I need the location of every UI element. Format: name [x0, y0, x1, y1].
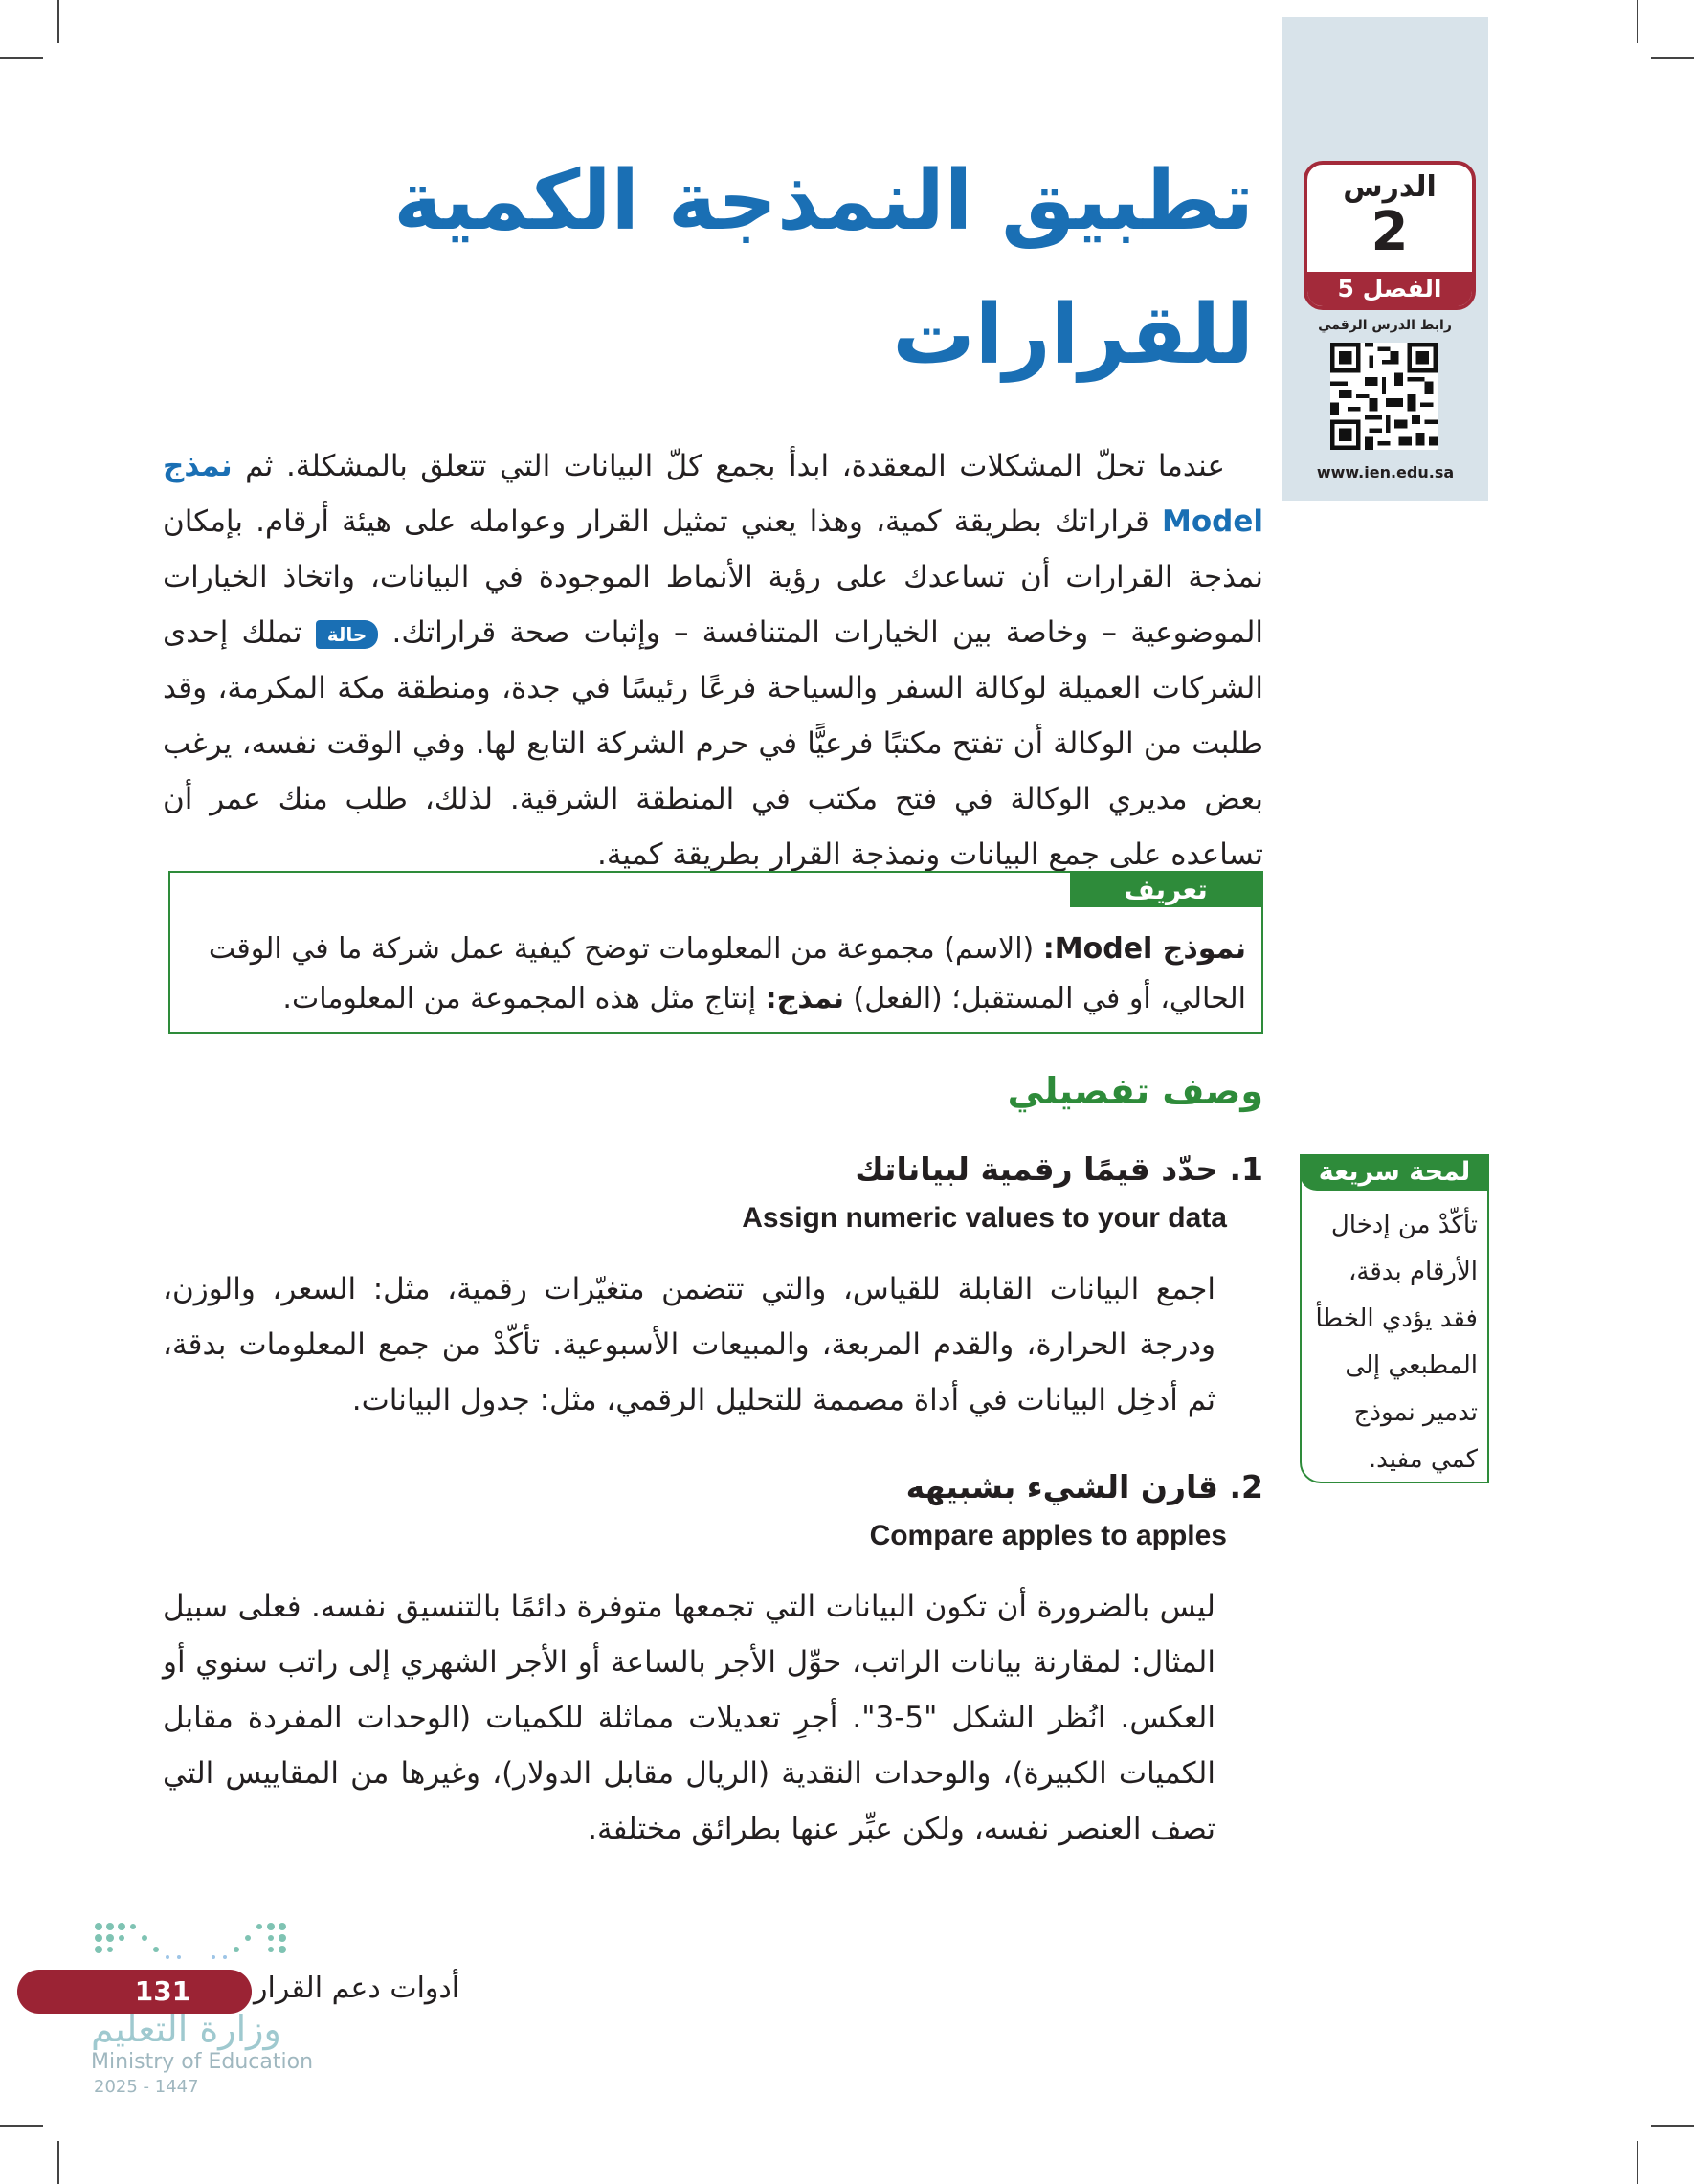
page-number: 131 — [134, 1975, 191, 2007]
definition-body: إنتاج مثل هذه المجموعة من المعلومات. — [282, 982, 766, 1015]
intro-paragraph — [163, 438, 1263, 882]
website-link[interactable]: www.ien.edu.sa — [1316, 463, 1455, 481]
crop-mark — [0, 57, 43, 59]
lesson-number: 2 — [1371, 201, 1409, 263]
definition-box — [168, 871, 1263, 1034]
qr-code-icon[interactable] — [1330, 343, 1438, 450]
crop-mark — [57, 0, 59, 43]
definition-term: نموذج Model: — [1042, 932, 1246, 966]
ministry-name-arabic: وزارة التعليم — [91, 2008, 281, 2050]
item-2-body: ليس بالضرورة أن تكون البيانات التي تجمعها متوفرة دائمًا بالتنسيق نفسه. فعلى سبيل المثال: لمقارنة بيانات الراتب، حوِّل الأجر بالساعة أو الأجر الشهري إلى راتب سنوي أو العكس. انُظر الشكل "5-3". أجرِ تعديلات مماثلة للكميات (الوحدات المفردة مقابل الكميات الكبيرة)، والوحدات النقدية (الريال مقابل الدولار)، وغيرها من المقاييس التي تصف العنصر نفسه، ولكن عبِّر عنها بطرائق مختلفة. — [163, 1590, 1215, 1846]
ministry-dots-logo — [91, 1919, 301, 1965]
item-1-body: اجمع البيانات القابلة للقياس، والتي تتضمن متغيّرات رقمية، مثل: السعر، والوزن، ودرجة الحرارة، والقدم المربعة، والمبيعات الأسبوعية. تأكّدْ من جمع المعلومات بدقة، ثم أدخِل البيانات في أداة مصممة للتحليل الرقمي، مثل: جدول البيانات. — [163, 1272, 1215, 1417]
lesson-badge — [1304, 161, 1476, 310]
item-1-title-english: Assign numeric values to your data — [742, 1202, 1227, 1234]
crop-mark — [0, 2125, 43, 2127]
item-2-title: 2. قارن الشيء بشبيهه — [905, 1468, 1263, 1505]
definition-text — [184, 925, 1246, 1024]
book-title: أدوات دعم القرار — [254, 1972, 460, 2005]
quick-tip-heading: لمحة سريعة — [1300, 1154, 1489, 1191]
lesson-title-line1: تطبيق النمذجة الكمية — [393, 153, 1254, 249]
crop-mark — [1651, 57, 1694, 59]
case-tag: حالة — [316, 620, 379, 649]
intro-text: قراراتك بطريقة كمية، وهذا يعني تمثيل القرار وعوامله على هيئة أرقام. بإمكان نمذجة القرارات أن تساعدك على رؤية الأنماط الموجودة في البيانات، واتخاذ الخيارات الموضوعية – وخاصة بين الخيارات المتنافسة – وإثبات صحة قراراتك. — [163, 504, 1264, 650]
chapter-label: الفصل 5 — [1307, 272, 1472, 306]
lesson-title-line2: للقرارات — [892, 287, 1254, 383]
ministry-name-english: Ministry of Education — [91, 2050, 314, 2074]
model-term: نمذج Model — [163, 449, 1263, 539]
qr-caption: رابط الدرس الرقمي — [1318, 318, 1452, 333]
quick-tip-box — [1300, 1154, 1489, 1483]
crop-mark — [57, 2141, 59, 2184]
quick-tip-text: تأكّدْ من إدخال الأرقام بدقة، فقد يؤدي الخطأ المطبعي إلى تدمير نموذج كمي مفيد. — [1315, 1211, 1478, 1474]
lesson-label: الدرس — [1343, 170, 1437, 204]
definition-body: (الاسم) مجموعة من المعلومات توضح كيفية عمل شركة ما في الوقت الحالي، أو في المستقبل؛ (الفعل) — [208, 932, 1246, 1015]
crop-mark — [1651, 2125, 1694, 2127]
intro-text: عندما تحلّ المشكلات المعقدة، ابدأ بجمع كلّ البيانات التي تتعلق بالمشكلة. ثم — [232, 449, 1225, 483]
edition-year: 2025 - 1447 — [94, 2077, 199, 2097]
item-2-title-english: Compare apples to apples — [869, 1520, 1227, 1551]
definition-term-verb: نمذج: — [765, 982, 844, 1015]
crop-mark — [1637, 0, 1638, 43]
item-1-title: 1. حدّد قيمًا رقمية لبياناتك — [855, 1150, 1263, 1188]
crop-mark — [1637, 2141, 1638, 2184]
definition-heading: تعريف — [1070, 873, 1261, 907]
section-heading: وصف تفصيلي — [1007, 1070, 1263, 1112]
intro-text: تملك إحدى الشركات العميلة لوكالة السفر والسياحة فرعًا رئيسًا في جدة، ومنطقة مكة المكرمة، وقد طلبت من الوكالة أن تفتح مكتبًا فرعيًّا في حرم الشركة التابع لها. وفي الوقت نفسه، يرغب بعض مديري الوكالة في فتح مكتب في المنطقة الشرقية. لذلك، طلب منك عمر أن تساعده على جمع البيانات ونمذجة القرار بطريقة كمية. — [163, 615, 1263, 872]
